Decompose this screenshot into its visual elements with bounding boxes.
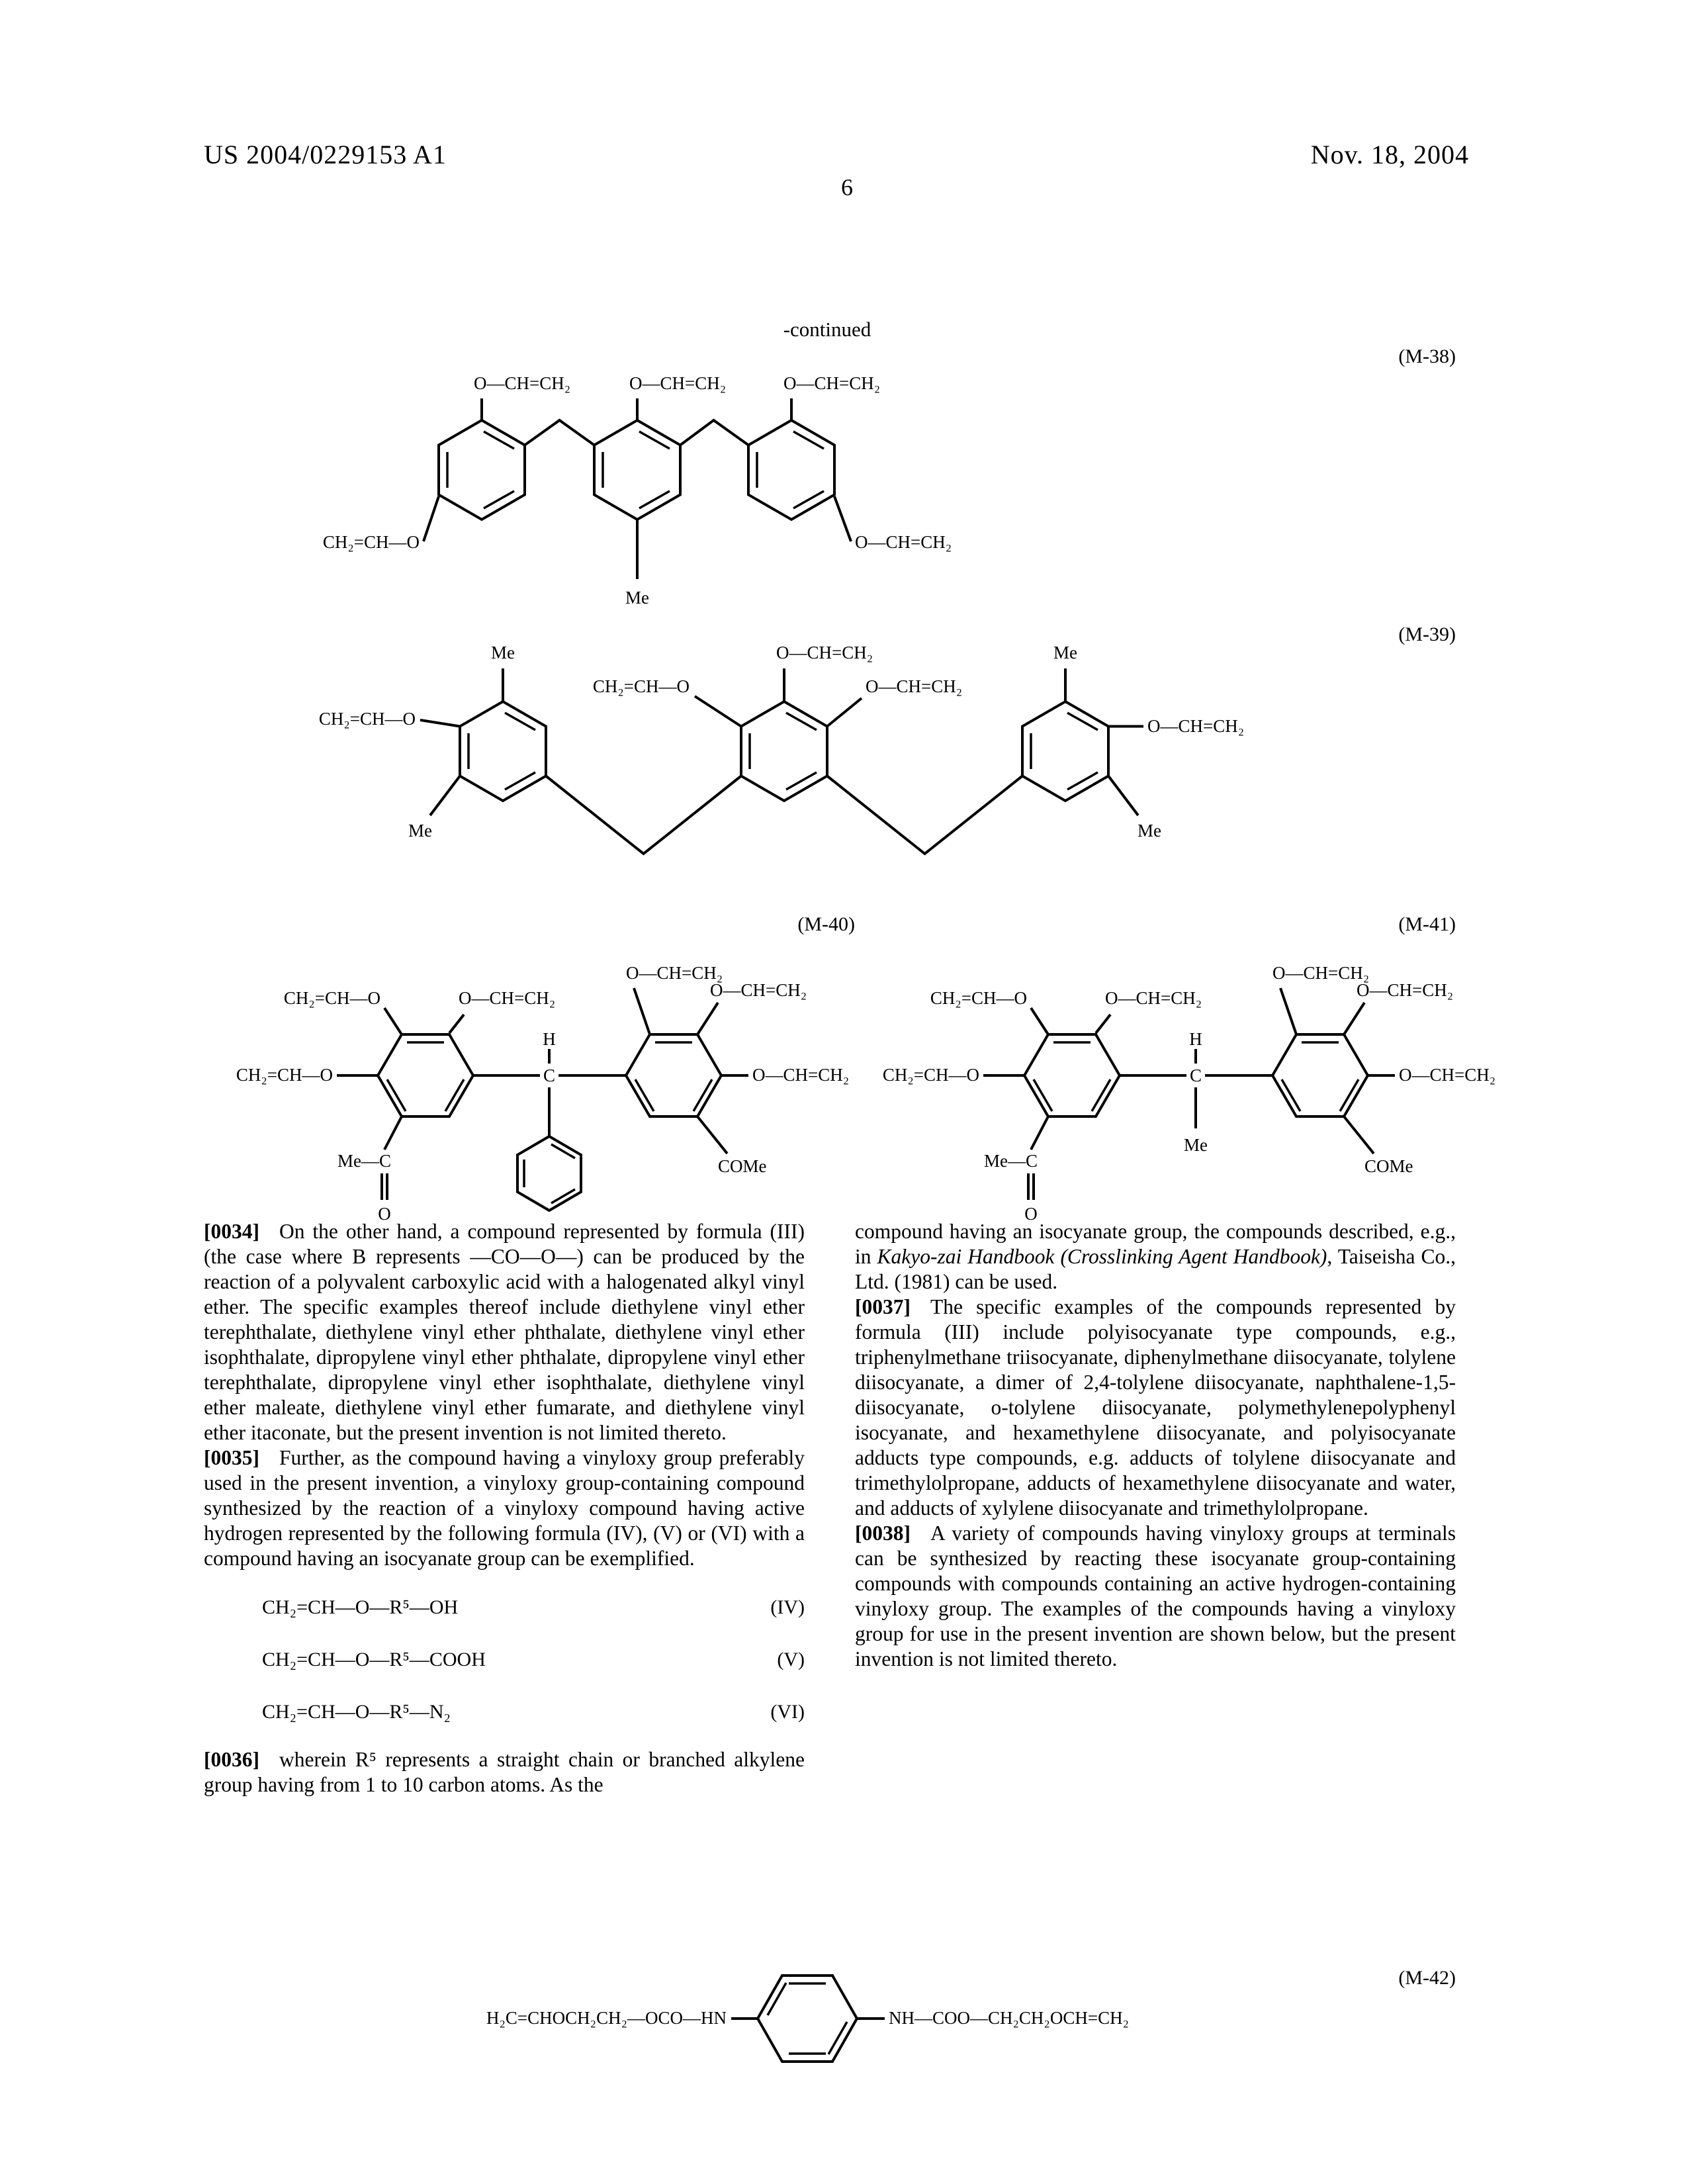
structure-label-m39: (M-39) bbox=[1398, 623, 1456, 645]
oxygen-label: O bbox=[378, 1204, 391, 1224]
formula-row bbox=[204, 1700, 805, 1725]
vinyloxy-label: CH₂=CH—O bbox=[592, 676, 690, 696]
vinyloxy-label: O—CH=CH₂ bbox=[1357, 980, 1454, 1000]
formula-text: CH₂=CH—O—R⁵—OH bbox=[262, 1596, 459, 1618]
bonds bbox=[424, 398, 851, 579]
methyl-label: Me bbox=[1184, 1135, 1208, 1155]
formula-label: (VI) bbox=[770, 1701, 805, 1723]
vinyloxy-label: O—CH=CH₂ bbox=[629, 373, 727, 393]
continued-label: -continued bbox=[783, 318, 871, 341]
formula-label: (V) bbox=[777, 1649, 805, 1670]
hydrogen-label: H bbox=[1189, 1029, 1202, 1049]
structure-m38 bbox=[199, 351, 1257, 635]
paragraph-number: [0035] bbox=[204, 1446, 259, 1469]
vinyloxy-label: O—CH=CH₂ bbox=[776, 643, 873, 662]
formula-block bbox=[204, 1595, 805, 1725]
benzene-ring bbox=[758, 1976, 857, 2062]
vinyloxy-label: O—CH=CH₂ bbox=[459, 988, 556, 1008]
formula-text: CH₂=CH—O—R⁵—COOH bbox=[262, 1649, 486, 1670]
urethane-chain-label: NH—COO—CH₂CH₂OCH=CH₂ bbox=[889, 2008, 1129, 2028]
paragraph-text: The specific examples of the compounds represented by formula (III) include polyisocyanate type compounds, e.g., triphenylmethane triisocyanate, diphenylmethane diisocyanate, tolylene diisocyanate, a dimer of 2,4-tolylene diisocyanate, naphthalene-1,5-diisocyanate, o-tolylene diisocyanate, polymethylenepolyphenyl isocyanate, and hexamethylene diisocyanate, and polyisocyanate adducts type compounds, e.g. adducts of tolylene diisocyanate and trimethylolpropane, adducts of hexamethylene diisocyanate and water, and adducts of xylylene diisocyanate and trimethylolpropane. bbox=[855, 1295, 1456, 1520]
paragraph-0037 bbox=[855, 1295, 1456, 1521]
paragraph-number: [0036] bbox=[204, 1748, 259, 1771]
paragraph-text: A variety of compounds having vinyloxy groups at terminals can be synthesized by reacting these isocyanate group-containing compounds with compounds containing an active hydrogen-containing vinyloxy group. The examples of the compounds having a vinyloxy group for use in the present invention are shown below, but the present invention is not limited thereto. bbox=[855, 1522, 1456, 1670]
vinyloxy-label: O—CH=CH₂ bbox=[783, 373, 881, 393]
right-column bbox=[855, 1219, 1456, 1672]
paragraph-number: [0034] bbox=[204, 1220, 259, 1243]
acetyl-label: COMe bbox=[1364, 1156, 1413, 1176]
formula-label: (IV) bbox=[770, 1596, 805, 1618]
paragraph-number: [0038] bbox=[855, 1522, 911, 1545]
formula-row bbox=[204, 1595, 805, 1620]
oxygen-label: O bbox=[1024, 1204, 1038, 1224]
publication-number: US 2004/0229153 A1 bbox=[204, 140, 447, 169]
vinyloxy-label: O—CH=CH₂ bbox=[1147, 716, 1245, 736]
methyl-label: Me bbox=[408, 821, 432, 841]
structure-m42 bbox=[397, 1919, 1522, 2118]
vinyloxy-label: O—CH=CH₂ bbox=[752, 1065, 850, 1085]
paragraph-0036-continuation bbox=[855, 1219, 1456, 1295]
bonds bbox=[983, 988, 1395, 1200]
vinyloxy-label: CH₂=CH—O bbox=[236, 1065, 333, 1085]
vinyloxy-label: CH₂=CH—O bbox=[318, 709, 416, 729]
paragraph-0036 bbox=[204, 1747, 805, 1797]
structure-m39 bbox=[199, 622, 1522, 900]
structure-label-m38: (M-38) bbox=[1398, 345, 1456, 367]
carbon-label: C bbox=[543, 1066, 556, 1085]
acetyl-label: Me—C bbox=[337, 1151, 391, 1171]
paragraph-0035 bbox=[204, 1445, 805, 1571]
vinyloxy-label: O—CH=CH₂ bbox=[474, 373, 571, 393]
methyl-label: Me bbox=[1137, 821, 1161, 841]
vinyloxy-label: O—CH=CH₂ bbox=[1272, 963, 1370, 983]
benzene-ring bbox=[439, 420, 834, 520]
structure-label-m42: (M-42) bbox=[1398, 1967, 1456, 1989]
urethane-chain-label: H₂C=CHOCH₂CH₂—OCO—HN bbox=[486, 2008, 727, 2028]
paragraph-text: wherein R⁵ represents a straight chain or branched alkylene group having from 1 to 10 carbon atoms. As the bbox=[204, 1748, 805, 1796]
carbon-label: C bbox=[1189, 1066, 1202, 1085]
left-column bbox=[204, 1219, 805, 1797]
structure-label-m40: (M-40) bbox=[797, 913, 855, 935]
publication-date: Nov. 18, 2004 bbox=[1310, 140, 1469, 169]
methyl-label: Me bbox=[1053, 643, 1077, 662]
vinyloxy-label: O—CH=CH₂ bbox=[626, 963, 723, 983]
paragraph-0034 bbox=[204, 1219, 805, 1445]
vinyloxy-label: O—CH=CH₂ bbox=[710, 980, 807, 1000]
book-title: Kakyo-zai Handbook (Crosslinking Agent Handbook) bbox=[877, 1245, 1327, 1268]
structure-label-m41: (M-41) bbox=[1398, 913, 1456, 935]
vinyloxy-label: CH₂=CH—O bbox=[882, 1065, 979, 1085]
paragraph-0038 bbox=[855, 1521, 1456, 1672]
vinyloxy-label: O—CH=CH₂ bbox=[866, 676, 963, 696]
structure-m41 bbox=[882, 903, 1588, 1234]
formula-row bbox=[204, 1647, 805, 1672]
vinyloxy-label: O—CH=CH₂ bbox=[1105, 988, 1202, 1008]
bonds bbox=[420, 668, 1143, 854]
paragraph-text: , Taiseisha Co., Ltd. (1981) can be used. bbox=[855, 1245, 1456, 1293]
structure-m40 bbox=[236, 903, 942, 1234]
vinyloxy-label: CH₂=CH—O bbox=[283, 988, 380, 1008]
acetyl-label: COMe bbox=[718, 1156, 767, 1176]
paragraph-text: Further, as the compound having a vinyloxy group preferably used in the present invention, a vinyloxy group-containing compound synthesized by the reaction of a vinyloxy compound having active hydrogen represented by the following formula (IV), (V) or (VI) with a compound having an isocyanate group can be exemplified. bbox=[204, 1446, 805, 1570]
paragraph-text: compound having an isocyanate group, the compounds described, e.g., in bbox=[855, 1220, 1456, 1268]
paragraph-text: On the other hand, a compound represented by formula (III) (the case where B represents —CO—O—) can be produced by the reaction of a polyvalent carboxylic acid with a halogenated alkyl vinyl ether. The specific examples thereof include diethylene vinyl ether terephthalate, diethylene vinyl ether phthalate, diethylene vinyl ether isophthalate, dipropylene vinyl ether phthalate, dipropylene vinyl ether terephthalate, dipropylene vinyl ether isophthalate, diethylene vinyl ether maleate, diethylene vinyl ether fumarate, and diethylene vinyl ether itaconate, but the present invention is not limited thereto. bbox=[204, 1220, 805, 1444]
hydrogen-label: H bbox=[543, 1029, 556, 1049]
formula-text: CH₂=CH—O—R⁵—N₂ bbox=[262, 1701, 451, 1723]
page-number: 6 bbox=[841, 174, 853, 201]
methyl-label: Me bbox=[491, 643, 515, 662]
vinyloxy-label: CH₂=CH—O bbox=[322, 532, 420, 552]
vinyloxy-label: CH₂=CH—O bbox=[930, 988, 1027, 1008]
vinyloxy-label: O—CH=CH₂ bbox=[1399, 1065, 1496, 1085]
acetyl-label: Me—C bbox=[984, 1151, 1038, 1171]
vinyloxy-label: O—CH=CH₂ bbox=[855, 532, 952, 552]
paragraph-number: [0037] bbox=[855, 1295, 911, 1318]
methyl-label: Me bbox=[625, 588, 649, 608]
bonds bbox=[337, 988, 748, 1200]
